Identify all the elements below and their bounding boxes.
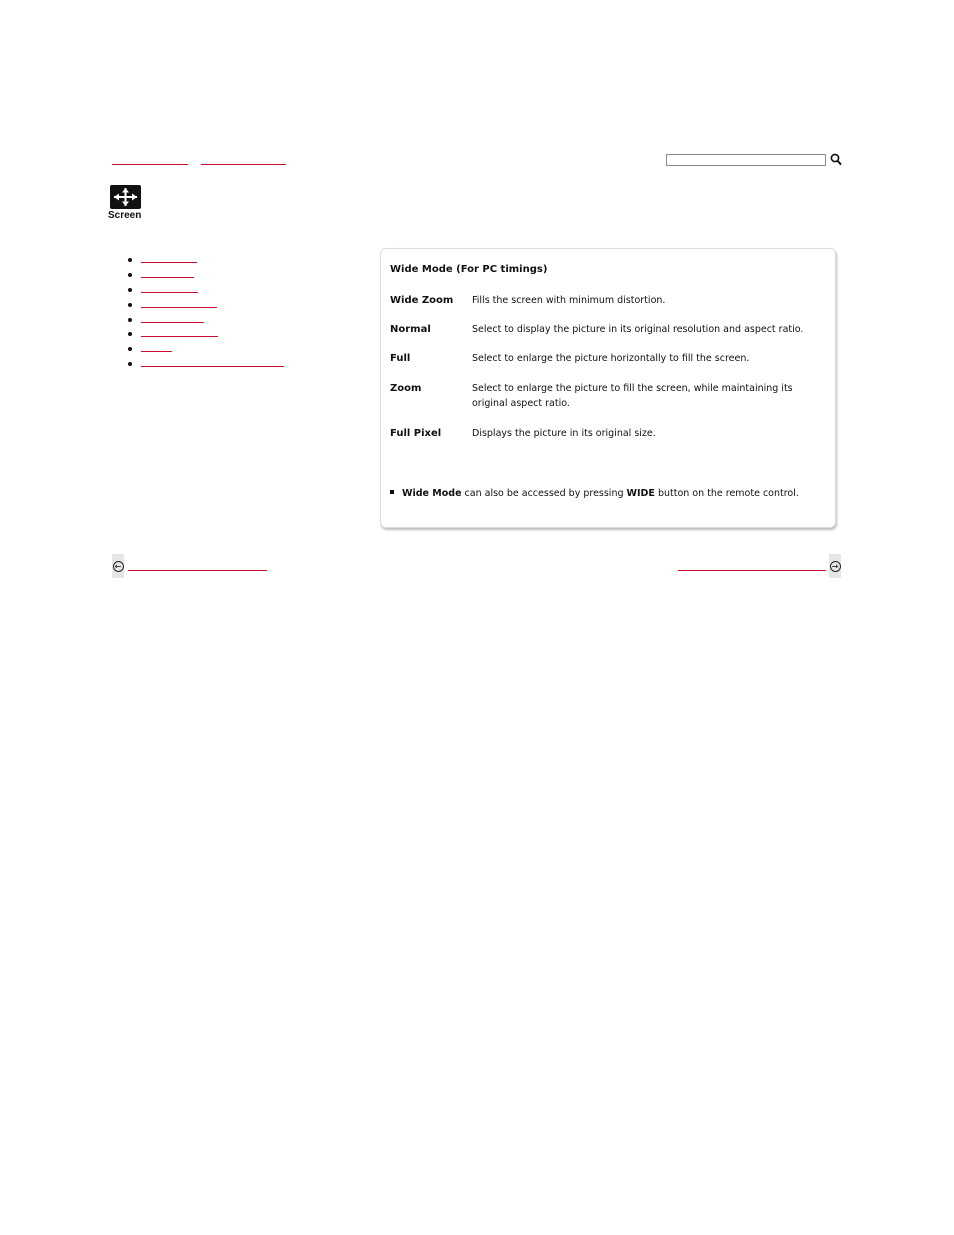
sidebar-link-6[interactable]: [141, 336, 218, 337]
option-description: Fills the screen with minimum distortion.: [472, 295, 666, 306]
option-label: Zoom: [390, 383, 422, 394]
sidebar-link-2[interactable]: [141, 277, 194, 278]
screen-arrows-icon: [110, 185, 141, 209]
sidebar-link-8[interactable]: [141, 366, 284, 367]
arrow-left-circle-icon: ←: [113, 561, 124, 572]
panel-title: Wide Mode (For PC timings): [390, 264, 548, 275]
note-text-2: button on the remote control.: [654, 488, 799, 499]
content-panel: [380, 248, 836, 528]
next-page-link[interactable]: [678, 570, 826, 571]
next-page-button[interactable]: [829, 554, 841, 578]
sidebar-link-7[interactable]: [141, 351, 172, 352]
option-description: Select to display the picture in its original resolution and aspect ratio.: [472, 324, 804, 335]
arrow-right-circle-icon: →: [830, 561, 841, 572]
note-bold-wide: WIDE: [626, 488, 655, 499]
note-bold-wide-mode: Wide Mode: [402, 488, 462, 499]
prev-page-link[interactable]: [128, 570, 267, 571]
prev-page-button[interactable]: [112, 554, 124, 578]
option-label: Wide Zoom: [390, 295, 454, 306]
bullet-square: [390, 490, 394, 494]
option-description: Displays the picture in its original size.: [472, 428, 656, 439]
sidebar-link-3[interactable]: [141, 292, 198, 293]
sidebar-link-1[interactable]: [141, 262, 197, 263]
option-label: Full Pixel: [390, 428, 442, 439]
option-label: Normal: [390, 324, 431, 335]
option-description: Select to enlarge the picture horizontally to fill the screen.: [472, 353, 750, 364]
sidebar-link-5[interactable]: [141, 322, 204, 323]
search-input[interactable]: [666, 154, 826, 166]
section-label: Screen: [108, 210, 142, 221]
option-label: Full: [390, 353, 411, 364]
sidebar-link-4[interactable]: [141, 307, 217, 308]
note-text-1: can also be accessed by pressing: [461, 488, 627, 499]
note: [390, 488, 799, 499]
magnifier-icon[interactable]: [830, 153, 842, 166]
breadcrumb-link-2[interactable]: [201, 164, 286, 165]
option-description: Select to enlarge the picture to fill the screen, while maintaining its original aspect ratio.: [472, 383, 793, 409]
breadcrumb-link-1[interactable]: [112, 164, 188, 165]
